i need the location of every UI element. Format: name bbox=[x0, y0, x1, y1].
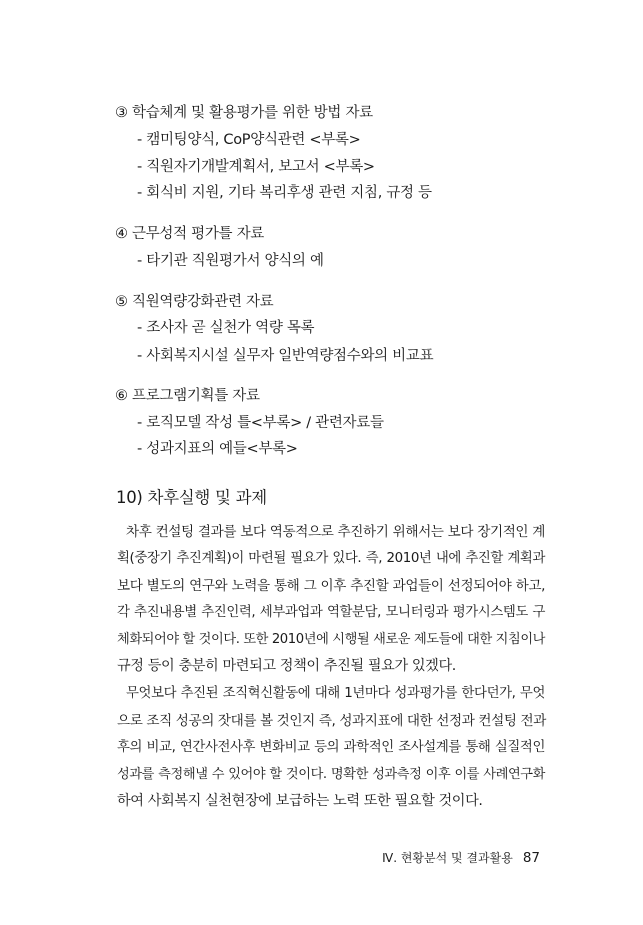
paragraph-1-line-6: 규정 등이 충분히 마련되고 정책이 추진될 필요가 있겠다. bbox=[117, 658, 456, 674]
item-6-sub-1: - 로직모델 작성 틀<부록> / 관련자료들 bbox=[137, 415, 384, 431]
item-5-sub-1: - 조사자 곧 실천가 역량 목록 bbox=[137, 320, 315, 336]
page-footer bbox=[382, 849, 540, 866]
item-5-sub-2: - 사회복지시설 실무자 일반역량점수와의 비교표 bbox=[137, 348, 434, 364]
footer-chapter: Ⅳ. 현황분석 및 결과활용 bbox=[382, 851, 513, 865]
paragraph-2-line-2: 으로 조직 성공의 잣대를 볼 것인지 즉, 성과지표에 대한 선정과 컨설팅 전과 bbox=[117, 713, 546, 729]
item-6-sub-2: - 성과지표의 예들<부록> bbox=[137, 441, 298, 457]
section-title: 10) 차후실행 및 과제 bbox=[116, 488, 267, 507]
item-4-sub-1: - 타기관 직원평가서 양식의 예 bbox=[137, 253, 324, 269]
item-3-sub-3: - 회식비 지원, 기타 복리후생 관련 지침, 규정 등 bbox=[137, 185, 432, 201]
paragraph-2-line-3: 후의 비교, 연간사전사후 변화비교 등의 과학적인 조사설계를 통해 실질적인 bbox=[117, 740, 545, 755]
item-3-sub-1: - 캠미팅양식, CoP양식관련 <부록> bbox=[137, 132, 361, 148]
paragraph-1-line-3: 보다 별도의 연구와 노력을 통해 그 이후 추진할 과업들이 선정되어야 하고, bbox=[117, 578, 545, 594]
item-heading-5: ⑤ 직원역량강화관련 자료 bbox=[115, 294, 274, 310]
page-number: 87 bbox=[522, 850, 540, 866]
paragraph-1-line-1: 차후 컨설팅 결과를 보다 역동적으로 추진하기 위해서는 보다 장기적인 계 bbox=[126, 524, 545, 540]
item-3-sub-2: - 직원자기개발계획서, 보고서 <부록> bbox=[137, 159, 375, 175]
paragraph-1-line-2: 획(중장기 추진계획)이 마련될 필요가 있다. 즉, 2010년 내에 추진할 계획과 bbox=[117, 551, 545, 566]
paragraph-2-line-1: 무엇보다 추진된 조직혁신활동에 대해 1년마다 성과평가를 한다던가, 무엇 bbox=[126, 686, 545, 701]
item-heading-6: ⑥ 프로그램기획틀 자료 bbox=[115, 388, 260, 404]
item-heading-3: ③ 학습체계 및 활용평가를 위한 방법 자료 bbox=[115, 105, 373, 121]
paragraph-2-line-4: 성과를 측정해낼 수 있어야 할 것이다. 명확한 성과측정 이후 이를 사례연구화 bbox=[117, 767, 545, 782]
paragraph-2-line-5: 하여 사회복지 실천현장에 보급하는 노력 또한 필요할 것이다. bbox=[117, 793, 483, 809]
item-heading-4: ④ 근무성적 평가틀 자료 bbox=[115, 226, 264, 242]
paragraph-1-line-4: 각 추진내용별 추진인력, 세부과업과 역할분담, 모니터링과 평가시스템도 구 bbox=[117, 605, 545, 620]
paragraph-1-line-5: 체화되어야 할 것이다. 또한 2010년에 시행될 새로운 제도들에 대한 지침이나 bbox=[117, 632, 545, 647]
